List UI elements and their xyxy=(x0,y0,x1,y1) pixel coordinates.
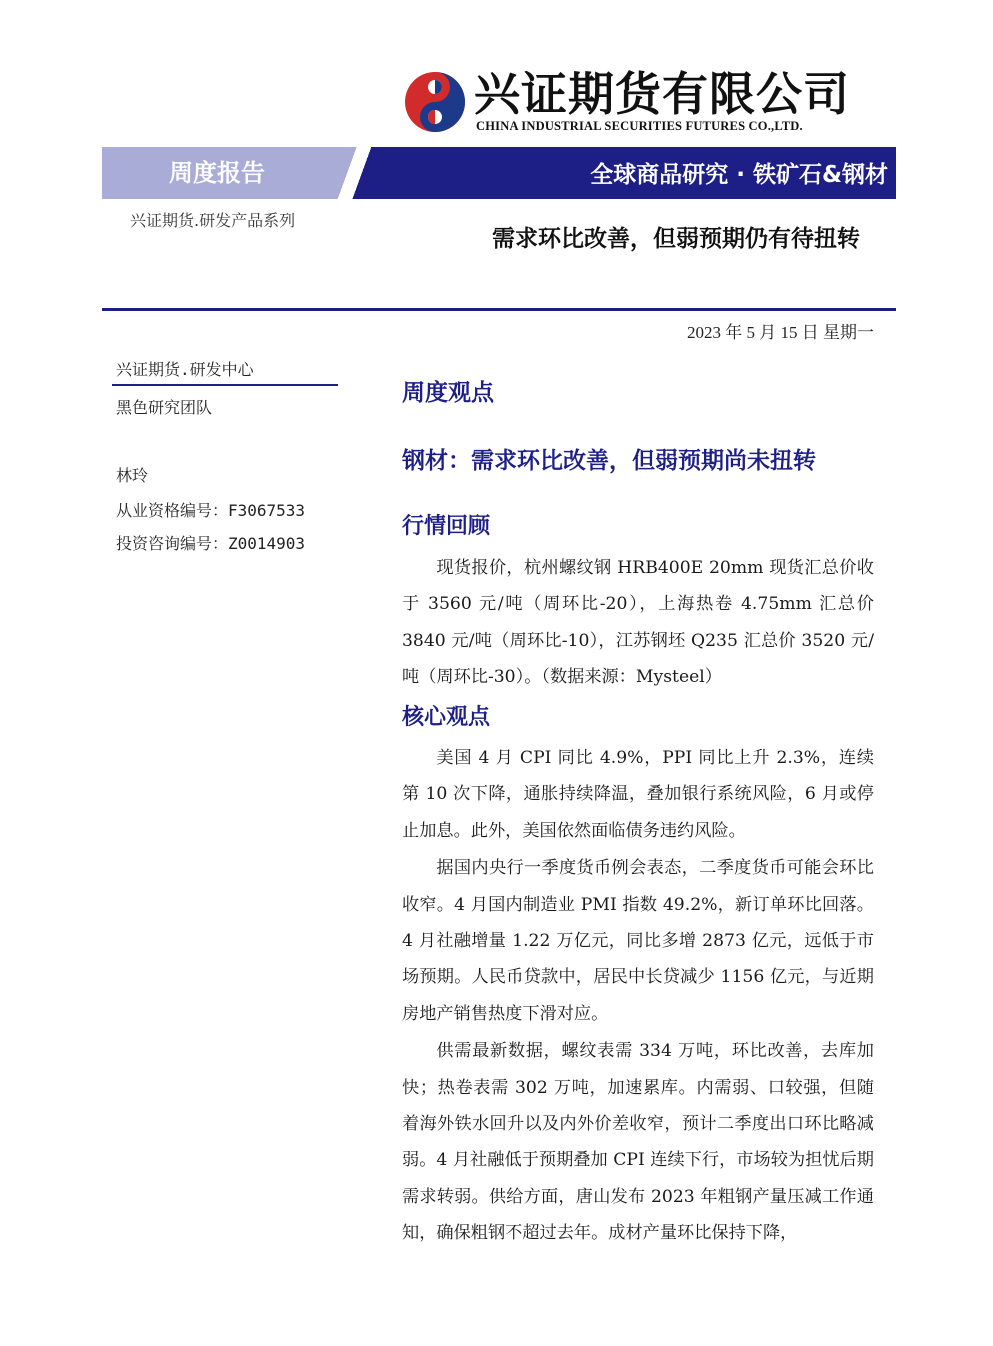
core-paragraphs xyxy=(402,740,874,1253)
sidebar-divider xyxy=(112,384,338,386)
review-paragraph: 现货报价，杭州螺纹钢 HRB400E 20mm 现货汇总价收于 3560 元/吨（周环比-20），上海热卷 4.75mm 汇总价 3840 元/吨（周环比-10），江苏钢坯 Q235 汇总价 3520 元/吨（周环比-30）。（数据来源：Mysteel） xyxy=(402,558,874,687)
company-name-en: CHINA INDUSTRIAL SECURITIES FUTURES CO.,LTD. xyxy=(476,119,803,133)
company-logo-icon xyxy=(404,71,466,133)
core-paragraph: 据国内央行一季度货币例会表态，二季度货币可能会环比收窄。4 月国内制造业 PMI 指数 49.2%，新订单环比回落。4 月社融增量 1.22 万亿元，同比多增 2873 亿元，远低于市场预期。人民币贷款中，居民中长贷减少 1156 亿元，与近期房地产销售热度下滑对应。 xyxy=(402,858,874,1024)
company-name-cn: 兴证期货有限公司 xyxy=(474,67,850,121)
section-heading-review: 行情回顾 xyxy=(402,514,491,539)
research-department: 兴证期货.研发中心 xyxy=(116,360,254,379)
band-divider xyxy=(332,147,436,199)
report-date: 2023 年 5 月 15 日 星期一 xyxy=(687,323,874,342)
section-heading-steel: 钢材：需求环比改善，但弱预期尚未扭转 xyxy=(402,448,816,474)
section-heading-core: 核心观点 xyxy=(402,705,491,730)
consulting-number: 投资咨询编号：Z0014903 xyxy=(116,534,306,553)
core-paragraph: 供需最新数据，螺纹表需 334 万吨，环比改善，去库加快；热卷表需 302 万吨，加速累库。内需弱、口较强，但随着海外铁水回升以及内外价差收窄，预计二季度出口环比略减弱。4 月社融低于预期叠加 CPI 连续下行，市场较为担忧后期需求转弱。供给方面，唐山发布 2023 年粗钢产量压减工作通知，确保粗钢不超过去年。成材产量环比保持下降， xyxy=(402,1041,874,1243)
report-type-label: 周度报告 xyxy=(169,159,265,187)
header-divider xyxy=(102,308,896,311)
qualification-number: 从业资格编号：F3067533 xyxy=(116,501,306,520)
analyst-name: 林玲 xyxy=(116,466,149,485)
product-series-label: 兴证期货.研发产品系列 xyxy=(130,211,296,230)
core-paragraph: 美国 4 月 CPI 同比 4.9%，PPI 同比上升 2.3%，连续第 10 次下降，通胀持续降温，叠加银行系统风险，6 月或停止加息。此外，美国依然面临债务违约风险。 xyxy=(402,748,874,841)
report-headline: 需求环比改善，但弱预期仍有待扭转 xyxy=(492,226,860,252)
report-topic-label: 全球商品研究 · 铁矿石&钢材 xyxy=(590,162,888,188)
section-heading-weekly: 周度观点 xyxy=(402,380,494,406)
research-team: 黑色研究团队 xyxy=(116,398,213,417)
